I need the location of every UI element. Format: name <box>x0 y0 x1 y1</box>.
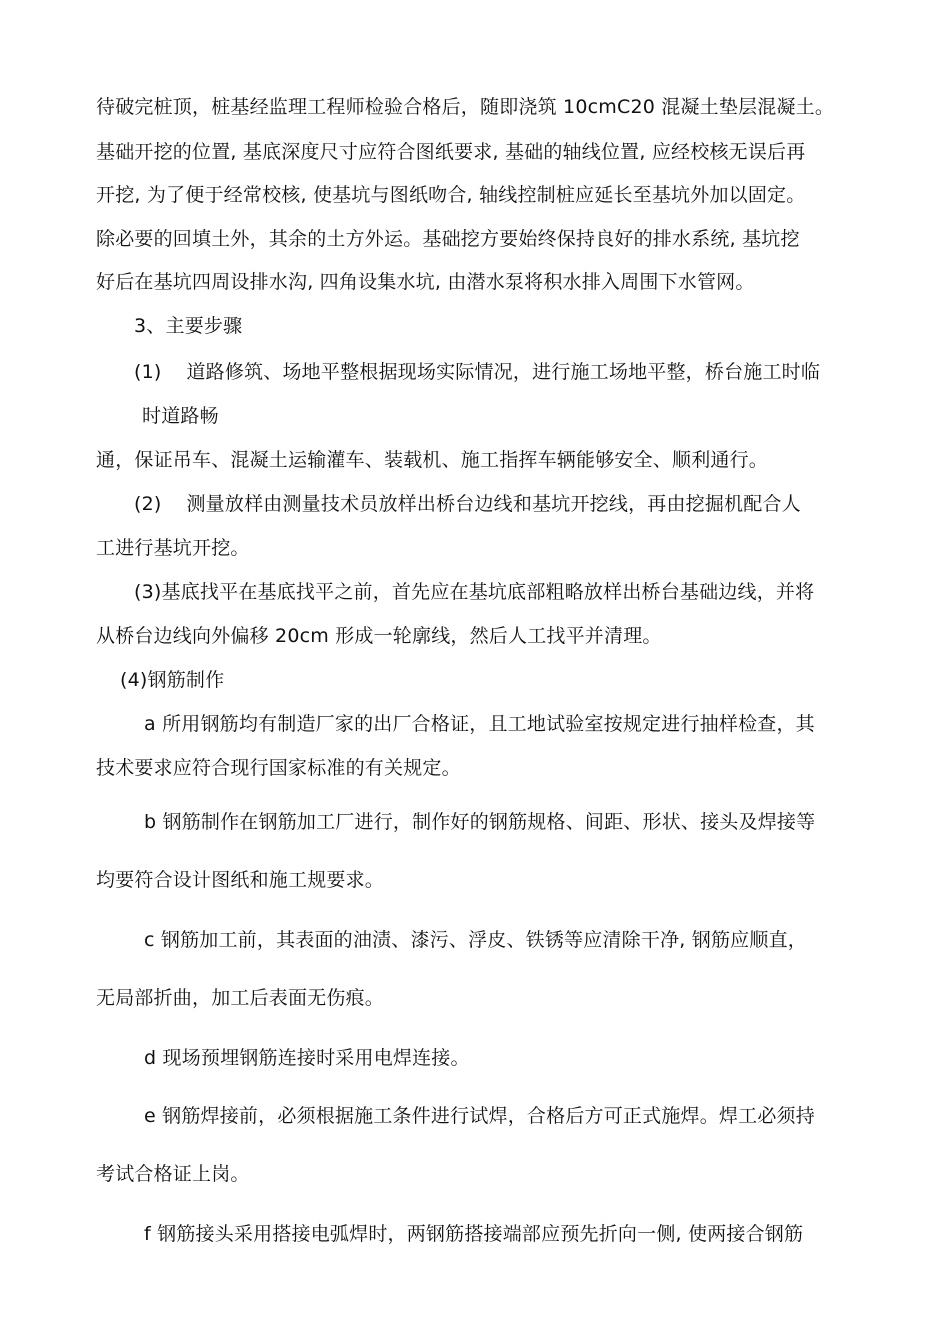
text-line: 除必要的回填土外，其余的土方外运。基础挖方要始终保持良好的排水系统, 基坑挖 <box>96 228 800 250</box>
text-line: (3)基底找平在基底找平之前，首先应在基坑底部粗略放样出桥台基础边线，并将 <box>134 581 815 603</box>
text-line: 通，保证吊车、混凝土运输灌车、装载机、施工指挥车辆能够安全、顺利通行。 <box>96 449 769 471</box>
text-line: 时道路畅 <box>142 405 219 427</box>
text-line: 考试合格证上岗。 <box>96 1163 250 1185</box>
text-line: 基础开挖的位置, 基底深度尺寸应符合图纸要求, 基础的轴线位置, 应经校核无误后再 <box>96 141 806 163</box>
text-line: 技术要求应符合现行国家标准的有关规定。 <box>96 757 461 779</box>
section-heading: 3、主要步骤 <box>134 315 243 337</box>
text-line: 好后在基坑四周设排水沟, 四角设集水坑, 由潜水泵将积水排入周围下水管网。 <box>96 271 755 293</box>
text-line: 开挖, 为了便于经常校核, 使基坑与图纸吻合, 轴线控制桩应延长至基坑外加以固定。 <box>96 184 806 206</box>
text-line: c 钢筋加工前，其表面的油渍、漆污、浮皮、铁锈等应清除干净, 钢筋应顺直， <box>144 929 807 951</box>
text-line: (2) 测量放样由测量技术员放样出桥台边线和基坑开挖线，再由挖掘机配合人 <box>134 493 801 515</box>
text-line: b 钢筋制作在钢筋加工厂进行，制作好的钢筋规格、间距、形状、接头及焊接等 <box>144 811 816 833</box>
text-line: (1) 道路修筑、场地平整根据现场实际情况，进行施工场地平整，桥台施工时临 <box>134 361 821 383</box>
text-line: d 现场预埋钢筋连接时采用电焊连接。 <box>144 1047 470 1069</box>
text-line: 从桥台边线向外偏移 20cm 形成一轮廓线，然后人工找平并清理。 <box>96 625 662 647</box>
text-line: f 钢筋接头采用搭接电弧焊时，两钢筋搭接端部应预先折向一侧, 使两接合钢筋 <box>144 1223 804 1245</box>
text-line: 工进行基坑开挖。 <box>96 537 250 559</box>
text-line: 无局部折曲，加工后表面无伤痕。 <box>96 987 385 1009</box>
text-line: e 钢筋焊接前，必须根据施工条件进行试焊，合格后方可正式施焊。焊工必须持 <box>144 1105 815 1127</box>
section-heading: (4)钢筋制作 <box>120 669 225 691</box>
text-line: a 所用钢筋均有制造厂家的出厂合格证，且工地试验室按规定进行抽样检查，其 <box>144 713 815 735</box>
text-line: 均要符合设计图纸和施工规要求。 <box>96 869 385 891</box>
text-line: 待破完桩顶，桩基经监理工程师检验合格后，随即浇筑 10cmC20 混凝土垫层混凝土。 <box>96 96 835 118</box>
